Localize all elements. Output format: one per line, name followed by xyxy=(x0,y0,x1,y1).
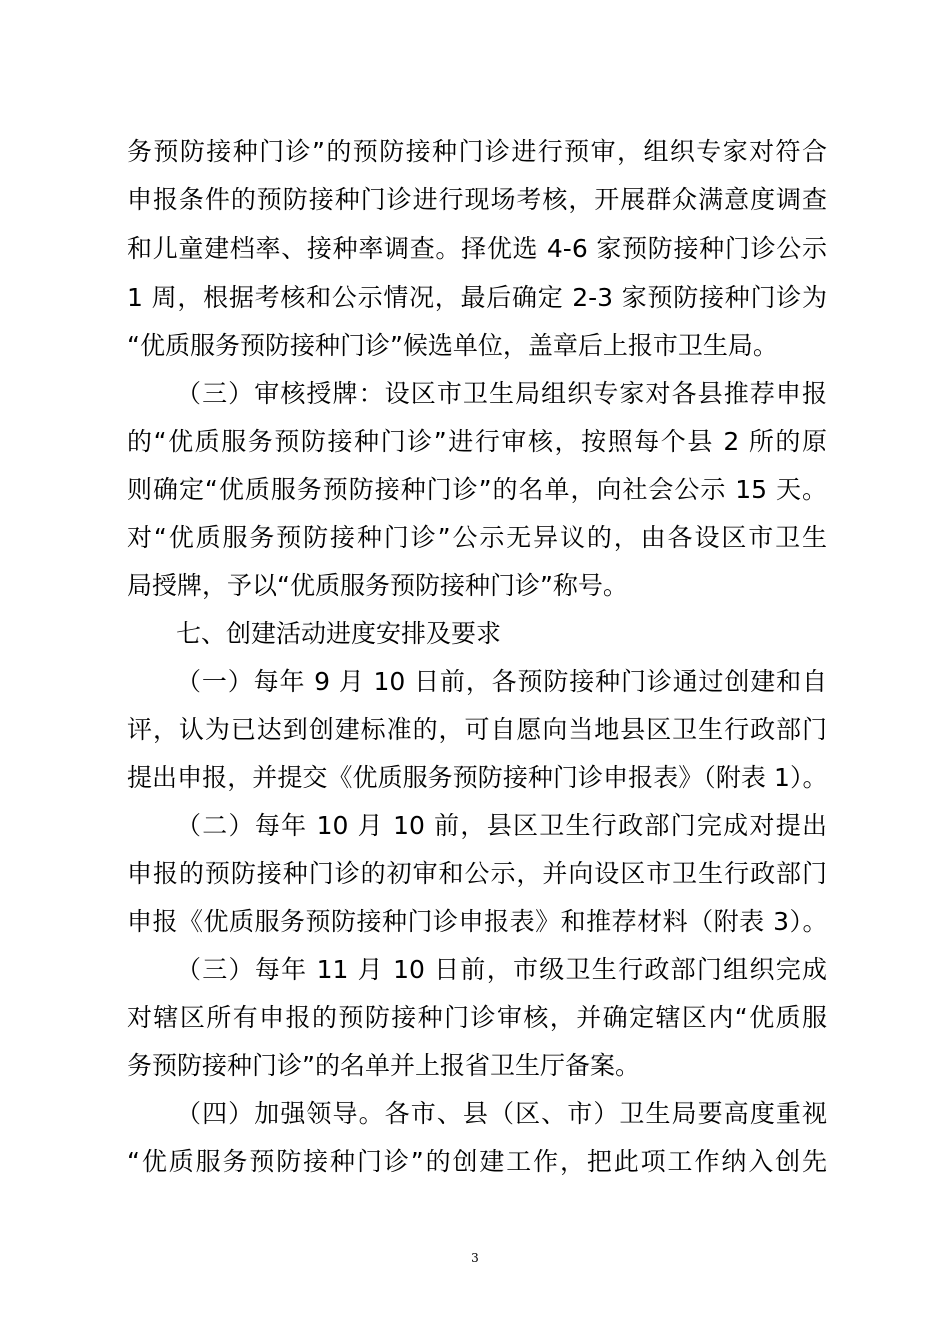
text-line: 1 周，根据考核和公示情况，最后确定 2-3 家预防接种门诊为 xyxy=(127,283,827,312)
text-line: （三）审核授牌：设区市卫生局组织专家对各县推荐申报 xyxy=(176,379,827,408)
page-number: 3 xyxy=(471,1251,479,1265)
text-line: 局授牌，予以“优质服务预防接种门诊”称号。 xyxy=(127,571,628,600)
text-line: 和儿童建档率、接种率调查。择优选 4-6 家预防接种门诊公示 xyxy=(127,234,827,263)
text-line: 申报条件的预防接种门诊进行现场考核，开展群众满意度调查 xyxy=(127,185,827,214)
text-line: 申报《优质服务预防接种门诊申报表》和推荐材料（附表 3）。 xyxy=(127,907,827,936)
text-line: 对“优质服务预防接种门诊”公示无异议的，由各设区市卫生 xyxy=(127,523,827,552)
text-line: 务预防接种门诊”的预防接种门诊进行预审，组织专家对符合 xyxy=(127,137,827,166)
text-line: （三）每年 11 月 10 日前，市级卫生行政部门组织完成 xyxy=(176,955,827,984)
text-line: 务预防接种门诊”的名单并上报省卫生厅备案。 xyxy=(127,1051,640,1080)
text-line: 对辖区所有申报的预防接种门诊审核，并确定辖区内“优质服 xyxy=(127,1003,827,1032)
text-line: 的“优质服务预防接种门诊”进行审核，按照每个县 2 所的原 xyxy=(127,427,827,456)
section-heading: 七、创建活动进度安排及要求 xyxy=(176,619,502,648)
text-line: “优质服务预防接种门诊”候选单位，盖章后上报市卫生局。 xyxy=(127,331,778,360)
text-line: （二）每年 10 月 10 前，县区卫生行政部门完成对提出 xyxy=(176,811,827,840)
text-line: 则确定“优质服务预防接种门诊”的名单，向社会公示 15 天。 xyxy=(127,475,827,504)
text-line: （一）每年 9 月 10 日前，各预防接种门诊通过创建和自 xyxy=(176,667,827,696)
text-line: “优质服务预防接种门诊”的创建工作，把此项工作纳入创先 xyxy=(127,1147,827,1176)
text-line: 提出申报，并提交《优质服务预防接种门诊申报表》（附表 1）。 xyxy=(127,763,827,792)
text-line: （四）加强领导。各市、县（区、市）卫生局要高度重视 xyxy=(176,1099,827,1128)
text-line: 评，认为已达到创建标准的，可自愿向当地县区卫生行政部门 xyxy=(127,715,827,744)
text-line: 申报的预防接种门诊的初审和公示，并向设区市卫生行政部门 xyxy=(127,859,827,888)
